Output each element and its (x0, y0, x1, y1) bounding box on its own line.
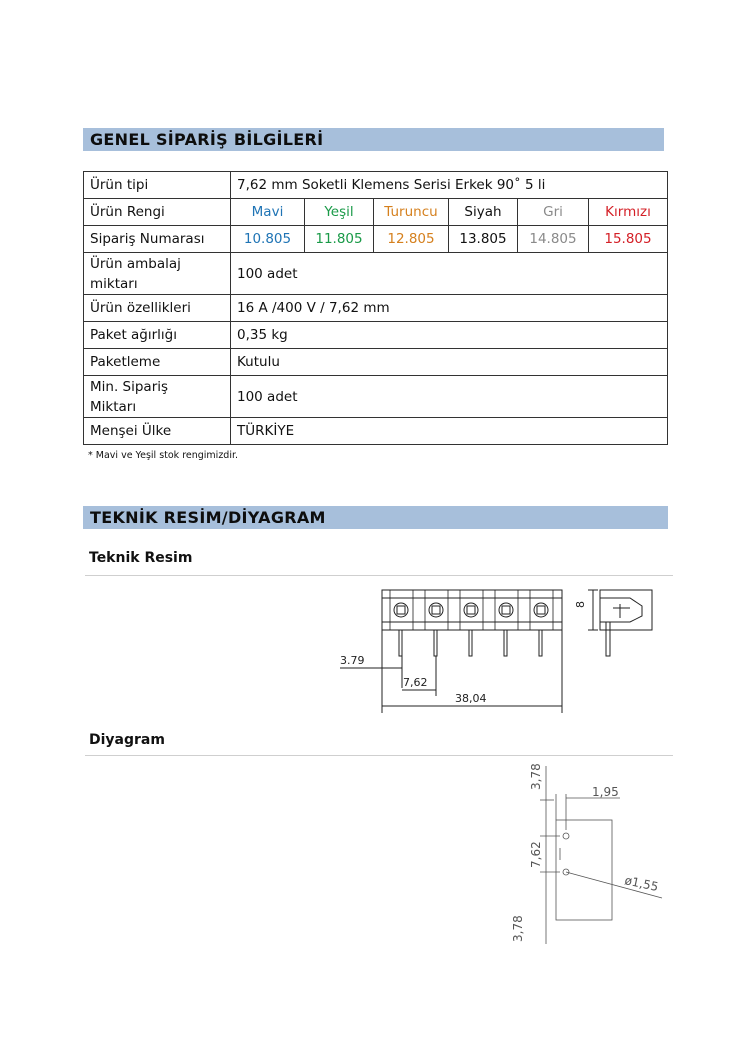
dim-top: 3,78 (529, 763, 543, 790)
order-code-grey: 14.805 (518, 226, 589, 253)
table-row (84, 418, 668, 445)
packaging-qty-value: 100 adet (231, 253, 668, 295)
table-row (84, 199, 668, 226)
color-label: Ürün Rengi (84, 199, 231, 226)
order-code-orange: 12.805 (374, 226, 449, 253)
packing-value: Kutulu (231, 349, 668, 376)
packaging-qty-label (84, 253, 231, 295)
technical-drawing (330, 578, 670, 718)
stock-note: * Mavi ve Yeşil stok rengimizdir. (88, 450, 239, 461)
order-code-red: 15.805 (589, 226, 668, 253)
color-cell-orange: Turuncu (374, 199, 449, 226)
table-row (84, 226, 668, 253)
dim-pitch-vertical: 7,62 (529, 841, 543, 868)
dim-hole: ø1,55 (623, 873, 660, 895)
dim-bottom: 3,78 (511, 915, 525, 942)
color-cell-green: Yeşil (305, 199, 374, 226)
dim-pitch: 7,62 (403, 676, 428, 689)
dim-edge: 1,95 (592, 785, 619, 799)
dim-height: 8 (574, 601, 587, 608)
product-type-label: Ürün tipi (84, 172, 231, 199)
min-order-value: 100 adet (231, 376, 668, 418)
table-row (84, 172, 668, 199)
color-cell-black: Siyah (449, 199, 518, 226)
order-code-blue: 10.805 (231, 226, 305, 253)
packing-label: Paketleme (84, 349, 231, 376)
table-row (84, 295, 668, 322)
weight-value: 0,35 kg (231, 322, 668, 349)
min-order-label (84, 376, 231, 418)
origin-label: Menşei Ülke (84, 418, 231, 445)
table-row (84, 322, 668, 349)
color-cell-red: Kırmızı (589, 199, 668, 226)
order-number-label: Sipariş Numarası (84, 226, 231, 253)
min-order-label-line1: Min. Sipariş (90, 378, 169, 395)
features-label: Ürün özellikleri (84, 295, 231, 322)
pcb-outline (556, 820, 612, 920)
table-row (84, 349, 668, 376)
features-value: 16 A /400 V / 7,62 mm (231, 295, 668, 322)
pcb-diagram (500, 758, 670, 948)
color-cell-grey: Gri (518, 199, 589, 226)
weight-label: Paket ağırlığı (84, 322, 231, 349)
table-row (84, 376, 668, 418)
packaging-qty-label-line2: miktarı (90, 275, 138, 292)
packaging-qty-label-line1: Ürün ambalaj (90, 255, 181, 272)
min-order-label-line2: Miktarı (90, 398, 137, 415)
general-info-header: GENEL SİPARİŞ BİLGİLERİ (83, 128, 664, 151)
dim-length: 38,04 (455, 692, 487, 705)
socket-holes (394, 603, 548, 617)
divider (85, 575, 673, 576)
divider (85, 755, 673, 756)
product-type-value: 7,62 mm Soketli Klemens Serisi Erkek 90˚ 5 li (231, 172, 668, 199)
connector-pins (399, 630, 542, 656)
table-row (84, 253, 668, 295)
connector-body (382, 590, 562, 630)
technical-drawing-subhead: Teknik Resim (89, 550, 193, 566)
dim-offset: 3.79 (340, 654, 365, 667)
pcb-hole (563, 833, 569, 839)
color-cell-blue: Mavi (231, 199, 305, 226)
side-view (600, 590, 652, 656)
order-code-black: 13.805 (449, 226, 518, 253)
order-code-green: 11.805 (305, 226, 374, 253)
spec-table (83, 171, 668, 445)
origin-value: TÜRKİYE (231, 418, 668, 445)
diagram-subhead: Diyagram (89, 732, 165, 748)
technical-drawing-header: TEKNİK RESİM/DİYAGRAM (83, 506, 668, 529)
